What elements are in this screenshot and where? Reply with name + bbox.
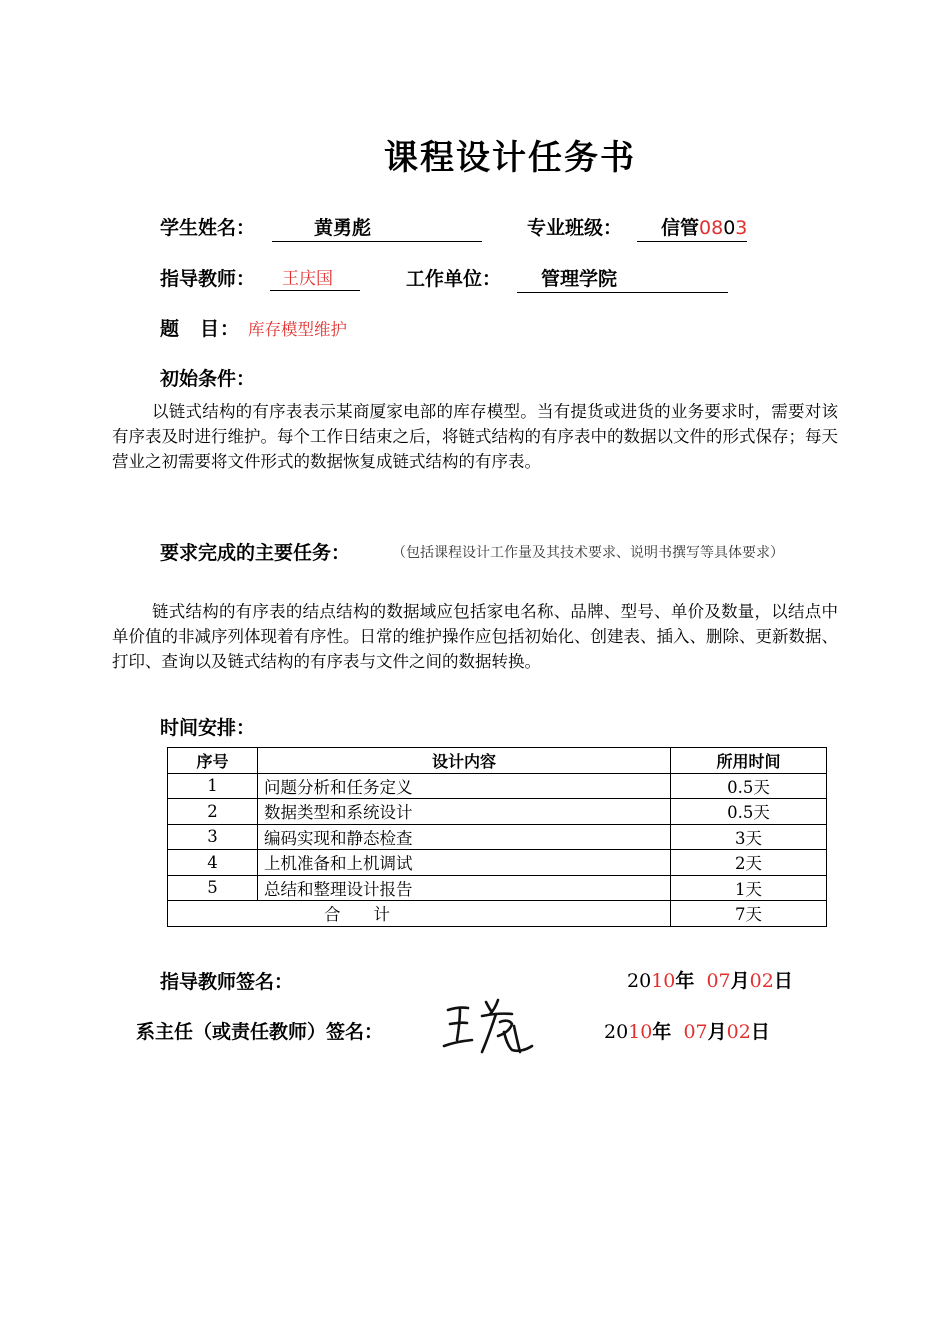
row-content: 问题分析和任务定义 xyxy=(258,773,671,799)
director-signature-label: 系主任（或责任教师）签名： xyxy=(136,1021,384,1043)
advisor-name: 王庆国 xyxy=(270,264,360,291)
date-day: 02 xyxy=(749,970,774,992)
row-time: 1天 xyxy=(671,875,827,901)
tasks-note-text: （包括课程设计工作量及其技术要求、说明书撰写等具体要求） xyxy=(392,545,784,561)
tasks-note xyxy=(392,542,838,562)
advisor-field xyxy=(270,264,360,291)
advisor-signature-date xyxy=(627,966,793,993)
initial-text: 以链式结构的有序表表示某商厦家电部的库存模型。当有提货或进货的业务要求时，需要对该有序表及时进行维护。每个工作日结束之后，将链式结构的有序表中的数据以文件的形式保存；每天营业之初需要将文件形式的数据恢复成链式结构的有序表。 xyxy=(112,402,838,471)
date-year-suffix: 年 xyxy=(652,1021,672,1043)
row-no: 4 xyxy=(168,850,258,876)
advisor-label: 指导教师： xyxy=(160,268,256,290)
row-time: 3天 xyxy=(671,824,827,850)
header-no: 序号 xyxy=(168,748,258,774)
header-time: 所用时间 xyxy=(671,748,827,774)
date-month-suffix: 月 xyxy=(730,970,750,992)
row-content: 总结和整理设计报告 xyxy=(258,875,671,901)
row-time: 0.5天 xyxy=(671,773,827,799)
row-content: 数据类型和系统设计 xyxy=(258,799,671,825)
date-month: 07 xyxy=(706,970,731,992)
table-row xyxy=(168,773,827,799)
tasks-heading: 要求完成的主要任务： xyxy=(160,542,351,564)
student-name: 黄勇彪 xyxy=(272,213,482,242)
total-label: 合 计 xyxy=(168,901,671,927)
date-day-suffix: 日 xyxy=(773,970,793,992)
table-row xyxy=(168,875,827,901)
date-year-suffix: 年 xyxy=(675,970,695,992)
unit-field xyxy=(517,264,728,293)
total-row xyxy=(168,901,827,927)
row-no: 1 xyxy=(168,773,258,799)
row-no: 5 xyxy=(168,875,258,901)
date-day: 02 xyxy=(726,1021,751,1043)
schedule-header-row xyxy=(168,748,827,774)
date-year-b: 10 xyxy=(628,1021,653,1043)
unit-label: 工作单位： xyxy=(406,268,502,290)
unit-value: 管理学院 xyxy=(517,264,728,293)
table-row xyxy=(168,799,827,825)
class-prefix: 信管 xyxy=(661,217,700,239)
class-label: 专业班级： xyxy=(527,217,623,239)
row-time: 2天 xyxy=(671,850,827,876)
table-row xyxy=(168,824,827,850)
class-last: 3 xyxy=(735,217,748,239)
student-name-label: 学生姓名： xyxy=(160,217,256,239)
total-value: 7天 xyxy=(671,901,827,927)
date-year-a: 20 xyxy=(627,970,652,992)
table-row xyxy=(168,850,827,876)
director-signature-date xyxy=(604,1017,770,1044)
tasks-text: 链式结构的有序表的结点结构的数据域应包括家电名称、品牌、型号、单价及数量，以结点中单价值的非减序列体现着有序性。日常的维护操作应包括初始化、创建表、插入、删除、更新数据、打印、查询以及链式结构的有序表与文件之间的数据转换。 xyxy=(112,602,838,671)
schedule-table xyxy=(167,747,827,927)
handwritten-signature xyxy=(440,996,540,1062)
header-content: 设计内容 xyxy=(258,748,671,774)
date-year-a: 20 xyxy=(604,1021,629,1043)
schedule-heading: 时间安排： xyxy=(160,717,256,739)
topic-value: 库存模型维护 xyxy=(248,320,347,339)
date-year-b: 10 xyxy=(651,970,676,992)
row-content: 上机准备和上机调试 xyxy=(258,850,671,876)
row-no: 2 xyxy=(168,799,258,825)
date-month-suffix: 月 xyxy=(707,1021,727,1043)
class-mid: 08 xyxy=(699,217,724,239)
initial-heading: 初始条件： xyxy=(160,368,256,390)
class-field xyxy=(637,213,747,242)
class-value xyxy=(637,213,747,242)
document-title: 课程设计任务书 xyxy=(384,138,636,178)
student-name-field xyxy=(272,213,482,242)
advisor-signature-label: 指导教师签名： xyxy=(160,971,294,993)
topic-label: 题 目： xyxy=(160,318,241,340)
row-content: 编码实现和静态检查 xyxy=(258,824,671,850)
signature-icon xyxy=(440,996,540,1058)
class-end: 0 xyxy=(723,217,736,239)
row-time: 0.5天 xyxy=(671,799,827,825)
date-month: 07 xyxy=(683,1021,708,1043)
row-no: 3 xyxy=(168,824,258,850)
date-day-suffix: 日 xyxy=(750,1021,770,1043)
